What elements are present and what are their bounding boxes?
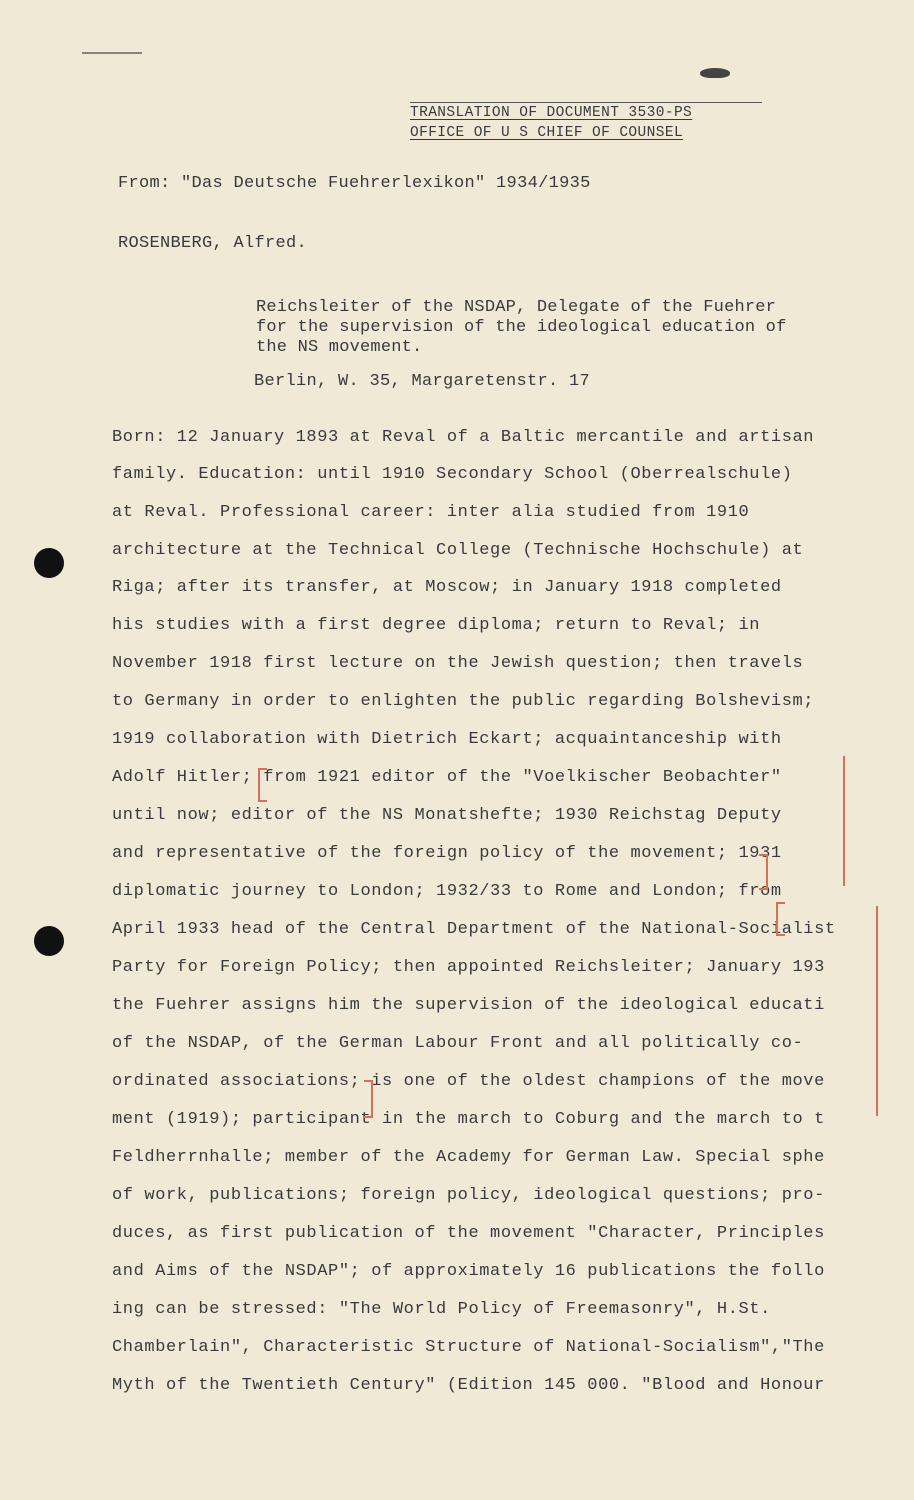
body-line: until now; editor of the NS Monatshefte; 1930 Reichstag Deputy <box>112 806 782 825</box>
body-line: ment (1919); participant in the march to Coburg and the march to t <box>112 1110 825 1129</box>
body-line: duces, as first publication of the movement "Character, Principles <box>112 1224 825 1243</box>
body-line: Feldherrnhalle; member of the Academy for German Law. Special sphe <box>112 1148 825 1167</box>
body-line: architecture at the Technical College (Technische Hochschule) at <box>112 541 804 560</box>
subject-titles <box>256 298 856 358</box>
body-line: Party for Foreign Policy; then appointed Reichsleiter; January 193 <box>112 958 825 977</box>
punch-hole <box>34 926 64 956</box>
annotation-bracket-close <box>364 1080 373 1118</box>
paper-mark <box>82 52 142 54</box>
title-line: for the supervision of the ideological education of <box>256 318 787 337</box>
subject-name: ROSENBERG, Alfred. <box>118 234 308 253</box>
title-line: Reichsleiter of the NSDAP, Delegate of the Fuehrer <box>256 298 777 317</box>
punch-hole <box>34 548 64 578</box>
body-line: and representative of the foreign policy of the movement; 1931 <box>112 844 782 863</box>
ink-blot <box>700 68 730 78</box>
body-line: Adolf Hitler; from 1921 editor of the "Voelkischer Beobachter" <box>112 768 782 787</box>
annotation-bracket-open <box>258 768 267 802</box>
body-line: Chamberlain", Characteristic Structure of National-Socialism","The <box>112 1338 825 1357</box>
body-line: Born: 12 January 1893 at Reval of a Baltic mercantile and artisan <box>112 428 815 447</box>
body-line: to Germany in order to enlighten the public regarding Bolshevism; <box>112 692 815 711</box>
document-header <box>410 102 770 143</box>
body-line: of work, publications; foreign policy, ideological questions; pro- <box>112 1186 825 1205</box>
body-line: ing can be stressed: "The World Policy of Freemasonry", H.St. <box>112 1300 771 1319</box>
body-line: of the NSDAP, of the German Labour Front and all politically co- <box>112 1034 804 1053</box>
subject-address: Berlin, W. 35, Margaretenstr. 17 <box>254 372 591 391</box>
annotation-margin-line <box>843 756 845 886</box>
header-title: TRANSLATION OF DOCUMENT 3530-PS <box>410 105 693 121</box>
body-line: Myth of the Twentieth Century" (Edition 145 000. "Blood and Honour <box>112 1376 825 1395</box>
source-line: From: "Das Deutsche Fuehrerlexikon" 1934/1935 <box>118 174 591 193</box>
annotation-margin-line <box>876 906 878 1116</box>
body-line: his studies with a first degree diploma; return to Reval; in <box>112 616 761 635</box>
header-office: OFFICE OF U S CHIEF OF COUNSEL <box>410 125 684 141</box>
body-line: diplomatic journey to London; 1932/33 to Rome and London; from <box>112 882 782 901</box>
title-line: the NS movement. <box>256 338 423 357</box>
body-line: and Aims of the NSDAP"; of approximately 16 publications the follo <box>112 1262 825 1281</box>
body-line: Riga; after its transfer, at Moscow; in January 1918 completed <box>112 578 782 597</box>
body-line: at Reval. Professional career: inter alia studied from 1910 <box>112 503 750 522</box>
body-line: family. Education: until 1910 Secondary School (Oberrealschule) <box>112 465 793 484</box>
body-line: 1919 collaboration with Dietrich Eckart; acquaintanceship with <box>112 730 782 749</box>
body-line: ordinated associations; is one of the oldest champions of the move <box>112 1072 825 1091</box>
body-line: April 1933 head of the Central Department of the National-Socialist <box>112 920 836 939</box>
body-line: November 1918 first lecture on the Jewish question; then travels <box>112 654 804 673</box>
body-line: the Fuehrer assigns him the supervision of the ideological educati <box>112 996 825 1015</box>
annotation-bracket-close <box>759 854 768 890</box>
annotation-bracket-open <box>776 902 785 936</box>
